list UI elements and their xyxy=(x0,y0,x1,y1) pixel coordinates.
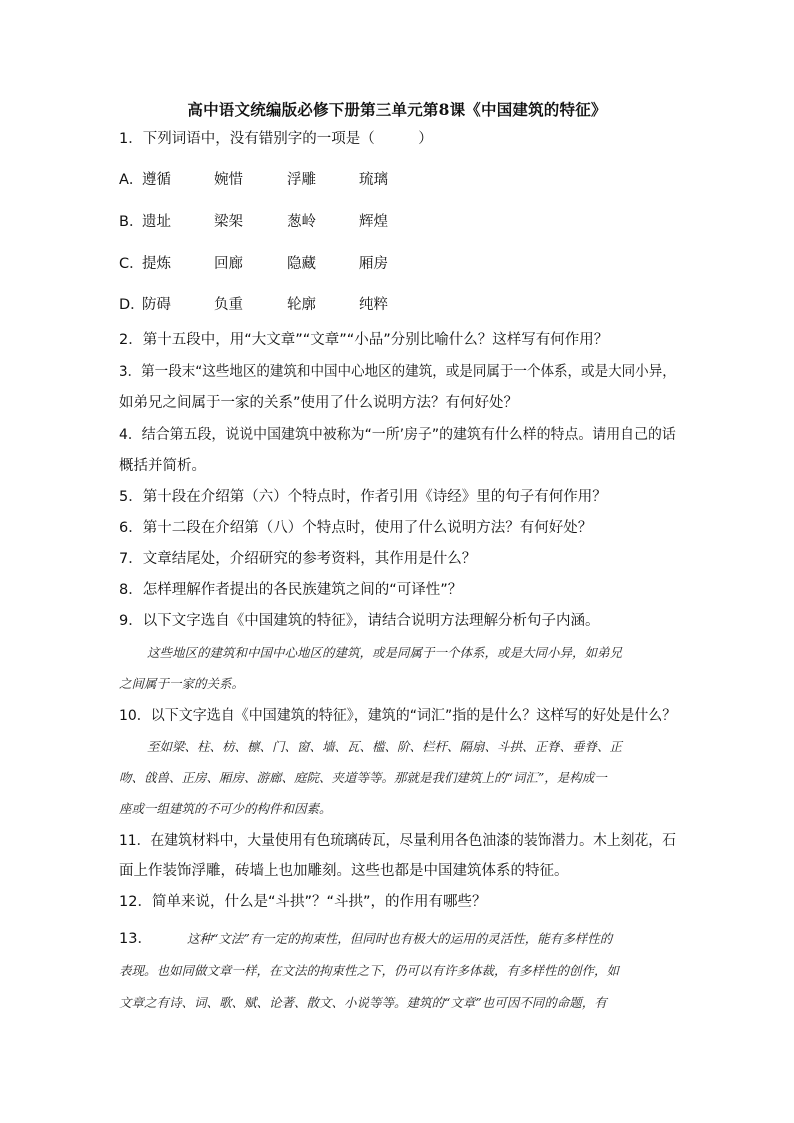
question-9-passage-line-1: 这些地区的建筑和中国中心地区的建筑，或是同属于一个体系，或是大同小异，如弟兄 xyxy=(147,645,623,660)
option-c-word-2: 回廊 xyxy=(214,256,243,272)
question-13-line-3: 文章之有诗、词、歌、赋、论著、散文、小说等等。建筑的“文章”也可因不同的命题，有 xyxy=(119,995,607,1010)
question-11-line-2: 面上作装饰浮雕，砖墙上也加雕刻。这些也都是中国建筑体系的特征。 xyxy=(119,863,569,879)
question-9-passage-line-2: 之间属于一家的关系。 xyxy=(119,676,245,691)
option-a-letter: A． xyxy=(119,172,144,188)
document-title: 高中语文统编版必修下册第三单元第8课《中国建筑的特征》 xyxy=(187,100,607,119)
question-11-line-1: 11．在建筑材料中，大量使用有色琉璃砖瓦，尽量利用各色油漆的装饰潜力。木上刻花，石 xyxy=(119,833,676,849)
question-6: 6．第十二段在介绍第（八）个特点时，使用了什么说明方法？有何好处？ xyxy=(119,520,593,536)
question-8: 8．怎样理解作者提出的各民族建筑之间的“可译性”？ xyxy=(119,582,463,598)
option-d-letter: D． xyxy=(119,297,145,313)
option-b-letter: B． xyxy=(119,214,144,230)
question-10-passage-line-3: 座或一组建筑的不可少的构件和因素。 xyxy=(119,801,332,816)
option-a-word-3: 浮雕 xyxy=(287,172,316,188)
option-a-word-2: 婉惜 xyxy=(214,172,243,188)
option-a-word-4: 琉璃 xyxy=(359,172,388,188)
question-9-stem: 9．以下文字选自《中国建筑的特征》，请结合说明方法理解分析句子内涵。 xyxy=(119,613,600,629)
option-b-word-4: 辉煌 xyxy=(359,214,388,230)
question-12: 12．简单来说，什么是“斗拱”？“斗拱”，的作用有哪些？ xyxy=(119,894,487,910)
question-13-line-1: 这种“文法”有一定的拘束性，但同时也有极大的运用的灵活性，能有多样性的 xyxy=(187,931,613,946)
question-2: 2．第十五段中，用“大文章”“文章”“小品”分别比喻什么？这样写有何作用？ xyxy=(119,332,609,348)
question-1-stem: 1．下列词语中，没有错别字的一项是（ ） xyxy=(119,131,433,147)
question-5: 5．第十段在介绍第（六）个特点时，作者引用《诗经》里的句子有何作用？ xyxy=(119,489,607,505)
question-4-line-1: 4．结合第五段，说说中国建筑中被称为“一所’房子”的建筑有什么样的特点。请用自己的话 xyxy=(119,427,676,443)
option-c-word-4: 厢房 xyxy=(359,256,388,272)
question-7: 7．文章结尾处，介绍研究的参考资料，其作用是什么？ xyxy=(119,551,477,567)
question-10-stem: 10．以下文字选自《中国建筑的特征》，建筑的“词汇”指的是什么？这样写的好处是什么？ xyxy=(119,708,677,724)
question-13-number: 13． xyxy=(119,931,152,947)
question-3-line-1: 3．第一段末“这些地区的建筑和中国中心地区的建筑，或是同属于一个体系，或是大同小异， xyxy=(119,364,676,380)
question-10-passage-line-2: 吻、戗兽、正房、厢房、游廊、庭院、夹道等等。那就是我们建筑上的“词汇”，是构成一 xyxy=(119,770,607,785)
option-a-word-1: 遵循 xyxy=(142,172,171,188)
option-d-word-4: 纯粹 xyxy=(359,297,388,313)
option-c-word-1: 提炼 xyxy=(142,256,171,272)
question-4-line-2: 概括并简析。 xyxy=(119,458,206,474)
option-d-word-2: 负重 xyxy=(214,297,243,313)
option-d-word-3: 轮廓 xyxy=(287,297,316,313)
question-3-line-2: 如弟兄之间属于一家的关系”使用了什么说明方法？有何好处？ xyxy=(119,395,519,411)
question-13-line-2: 表现。也如同做文章一样，在文法的拘束性之下，仍可以有许多体裁，有多样性的创作，如 xyxy=(119,963,620,978)
question-10-passage-line-1: 至如梁、柱、枋、檩、门、窗、墙、瓦、槛、阶、栏杆、隔扇、斗拱、正脊、垂脊、正 xyxy=(147,739,623,754)
option-d-word-1: 防碍 xyxy=(142,297,171,313)
option-c-letter: C． xyxy=(119,256,144,272)
option-b-word-1: 遗址 xyxy=(142,214,171,230)
option-c-word-3: 隐藏 xyxy=(287,256,316,272)
option-b-word-2: 梁架 xyxy=(214,214,243,230)
option-b-word-3: 葱岭 xyxy=(287,214,316,230)
